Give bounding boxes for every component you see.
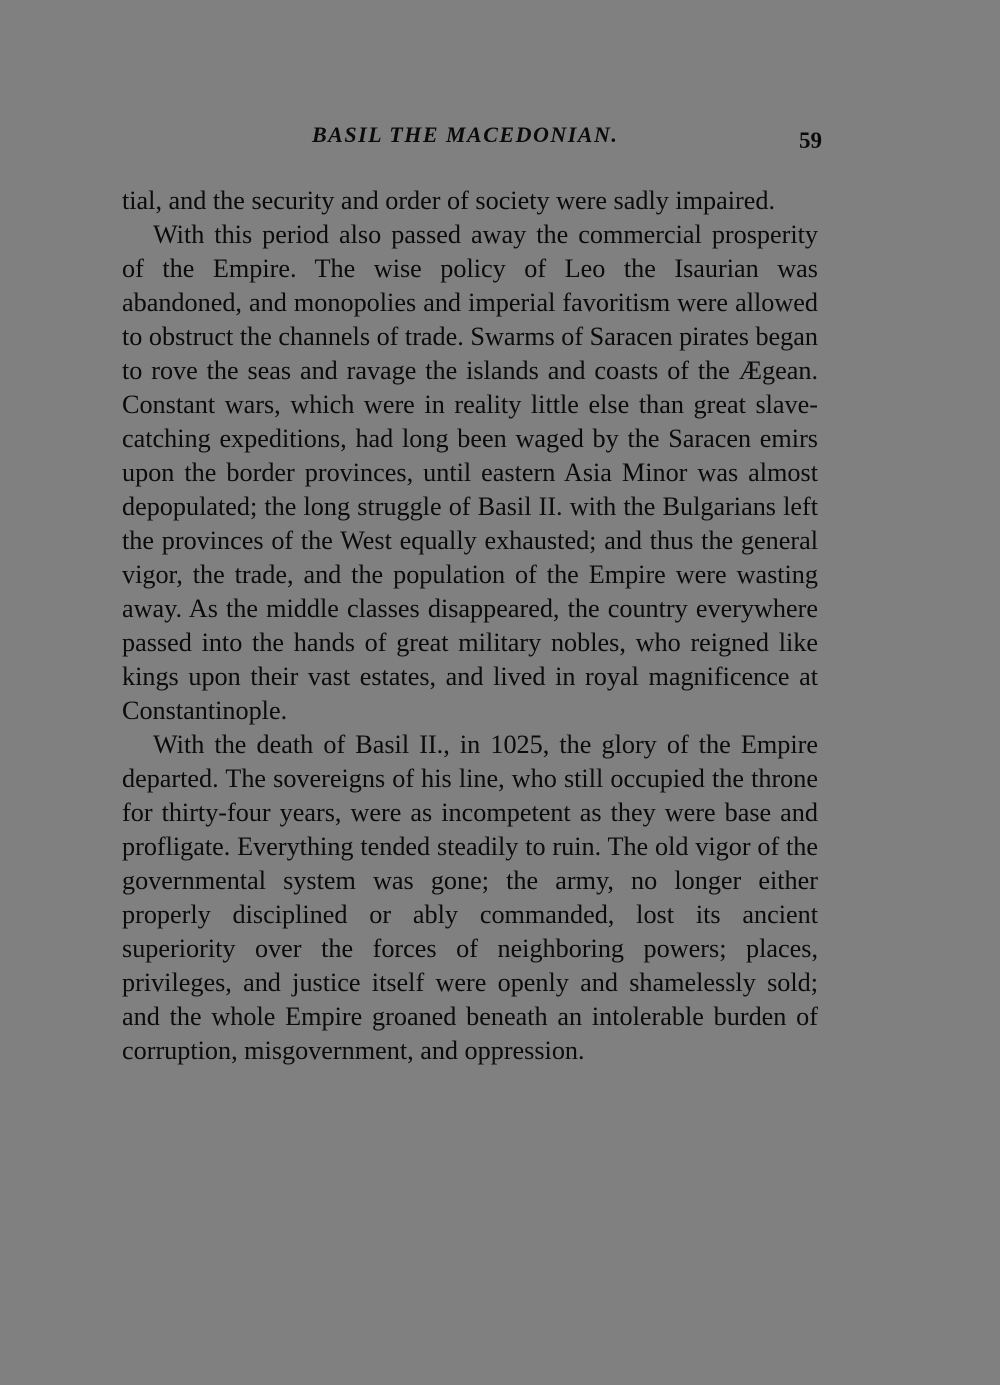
page-number: 59: [799, 128, 822, 153]
paragraph-continuation: tial, and the security and order of society were sadly impaired.: [122, 186, 775, 215]
running-header: [122, 122, 826, 162]
body-text: [122, 184, 818, 1068]
running-title: BASIL THE MACEDONIAN.: [312, 122, 619, 147]
paragraph-commercial-prosperity: With this period also passed away the commercial prosperity of the Empire. The wise policy of Leo the Isaurian was abandoned, and monopolies and imperial favoritism were allowed to obstruct the channels of trade. Swarms of Saracen pirates began to rove the seas and ravage the islands and coasts of the Ægean. Constant wars, which were in reality little else than great slave-catching expeditions, had long been waged by the Saracen emirs upon the border provinces, until eastern Asia Minor was almost depopulated; the long struggle of Basil II. with the Bulgarians left the provinces of the West equally exhausted; and thus the general vigor, the trade, and the population of the Empire were wasting away. As the middle classes disappeared, the country everywhere passed into the hands of great military nobles, who reigned like kings upon their vast estates, and lived in royal magnificence at Constantinople.: [122, 220, 818, 725]
paragraph-death-of-basil: With the death of Basil II., in 1025, the glory of the Empire departed. The sovereigns of his line, who still occupied the throne for thirty-four years, were as incompetent as they were base and profligate. Everything tended steadily to ruin. The old vigor of the governmental system was gone; the army, no longer either properly disciplined or ably commanded, lost its ancient superiority over the forces of neighboring powers; places, privileges, and justice itself were openly and shamelessly sold; and the whole Empire groaned beneath an intolerable burden of corruption, misgovernment, and oppression.: [122, 730, 818, 1065]
